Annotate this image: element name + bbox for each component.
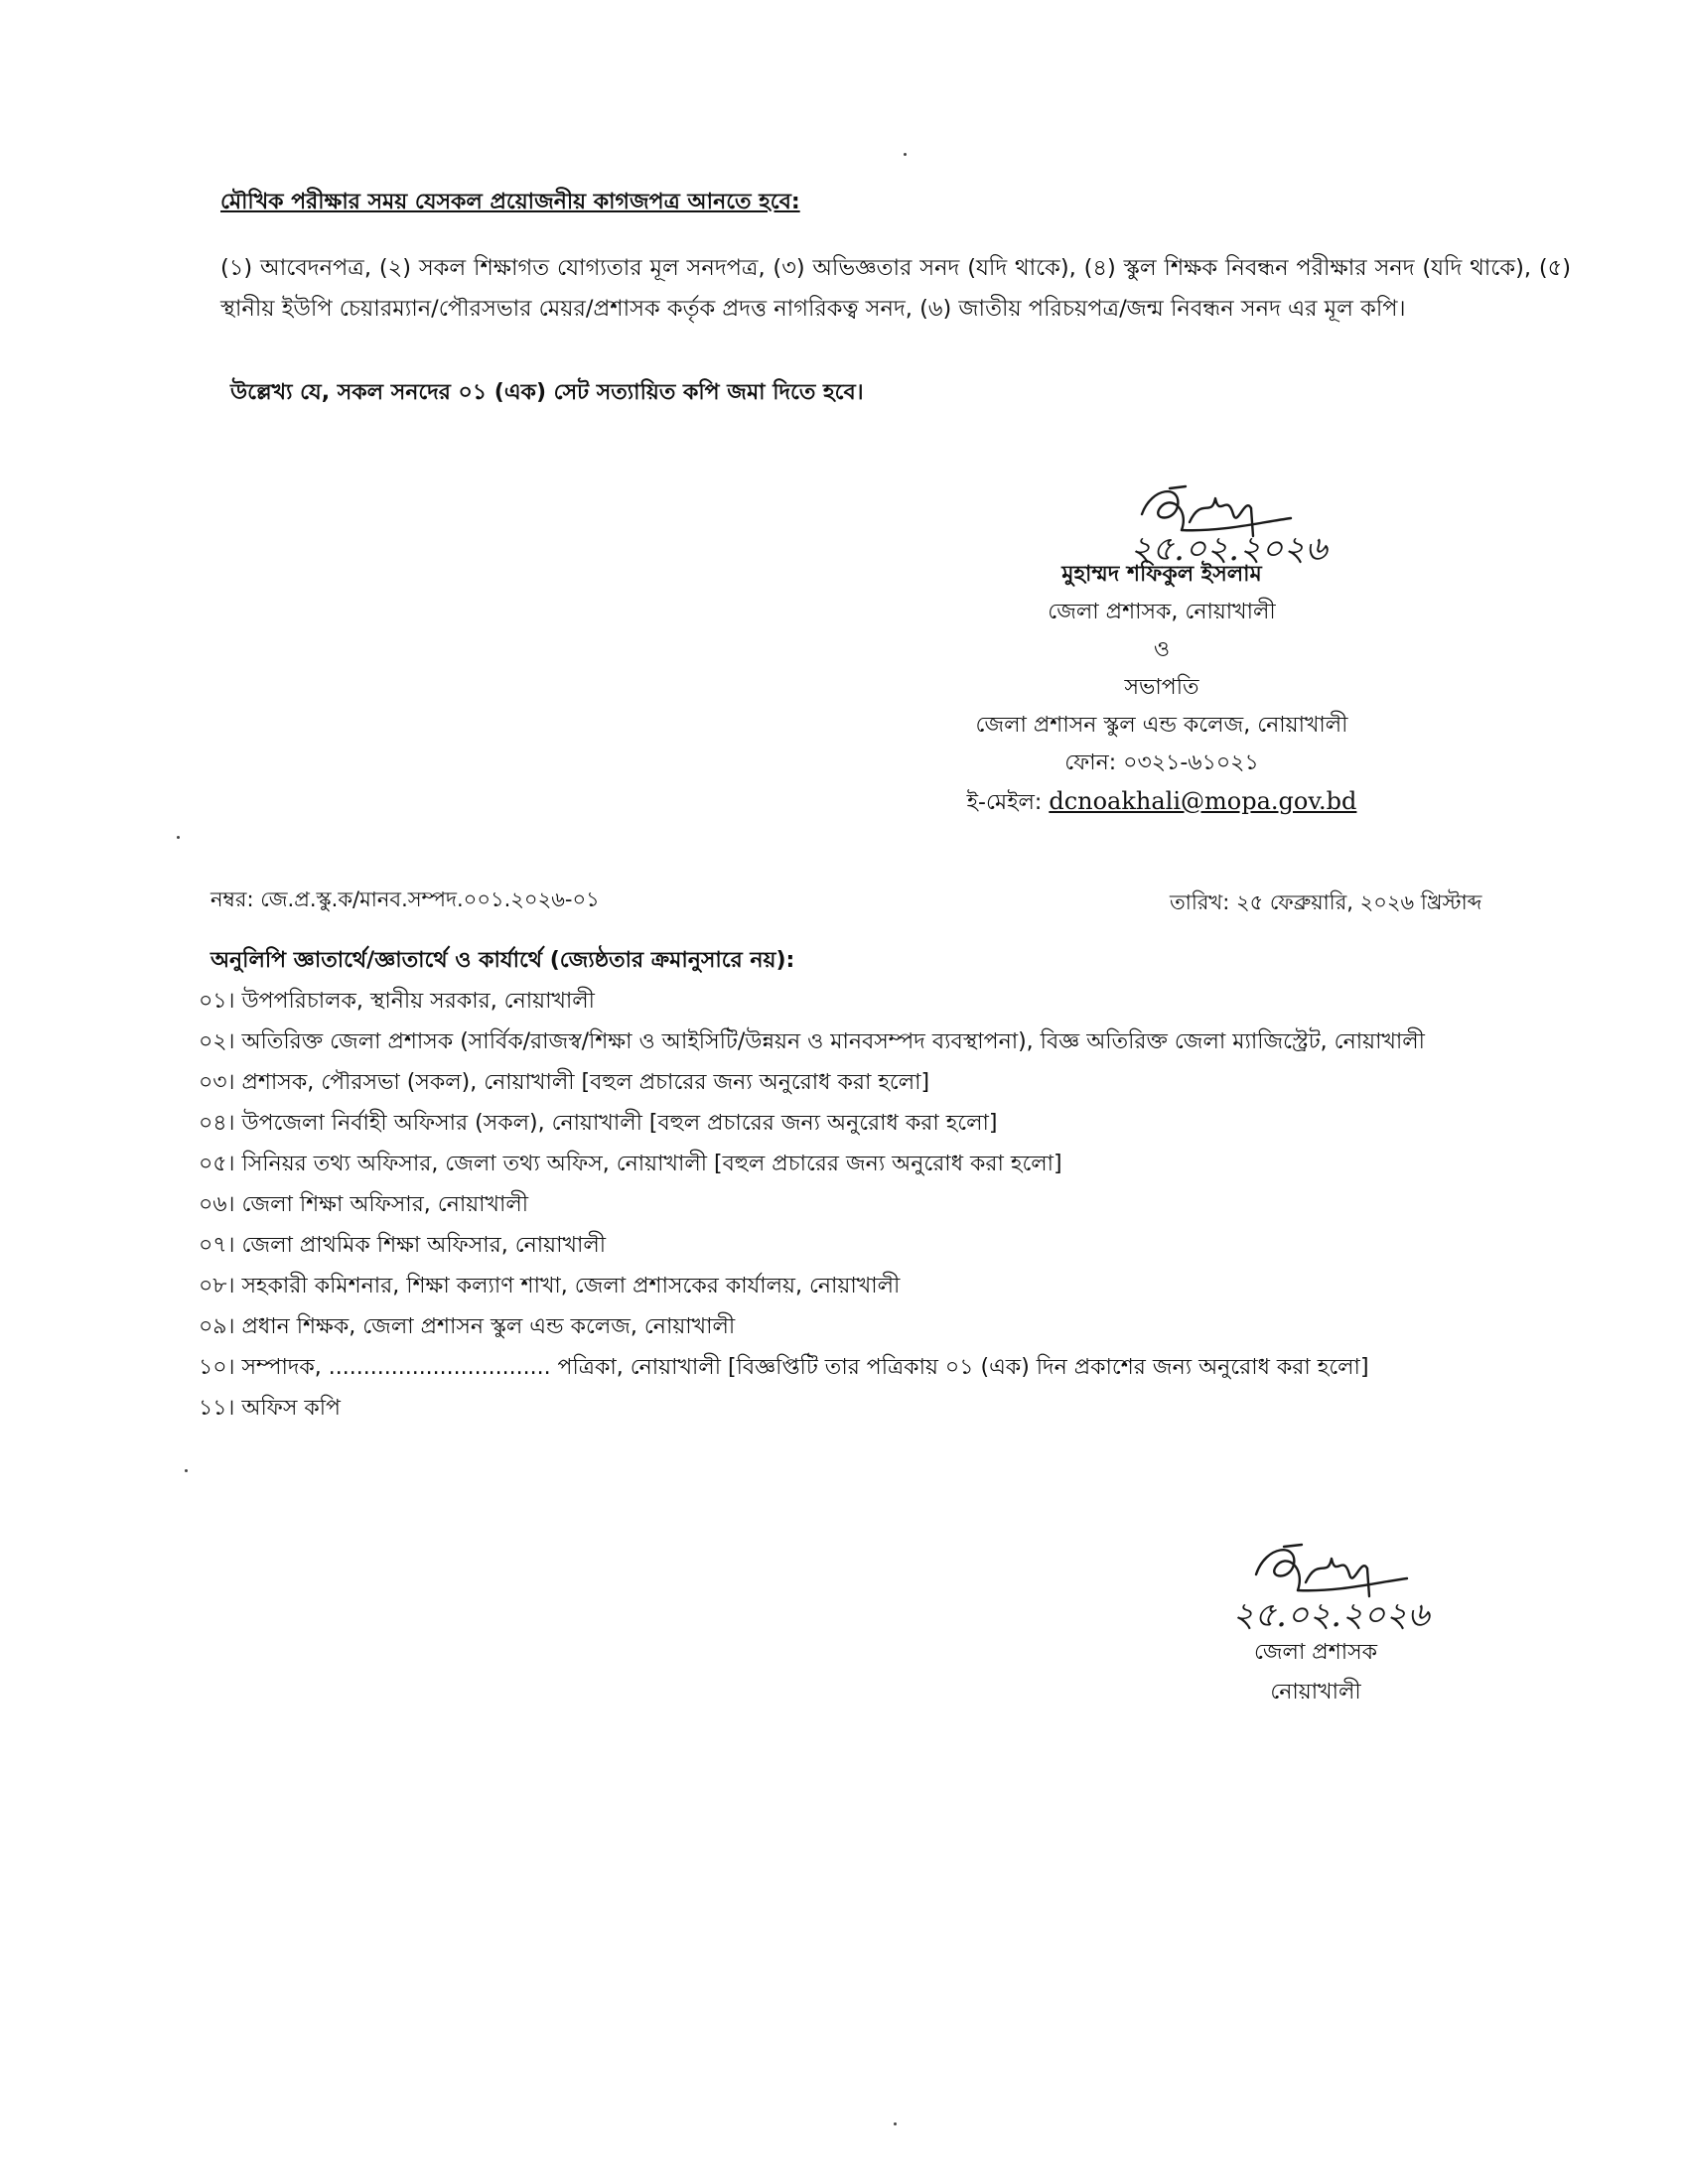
list-item: ০২। অতিরিক্ত জেলা প্রশাসক (সার্বিক/রাজস্ব/শিক্ষা ও আইসিটি/উন্নয়ন ও মানবসম্পদ ব্যবস্থাপনা), বিজ্ঞ অতিরিক্ত জেলা ম্যাজিস্ট্রেট, নোয়াখালী — [199, 1029, 1425, 1054]
signatory-name: মুহাম্মদ শফিকুল ইসলাম — [1061, 562, 1262, 587]
memo-number: নম্বর: জে.প্র.স্কু.ক/মানব.সম্পদ.০০১.২০২৬-০১ — [211, 887, 600, 911]
final-signatory-district: নোয়াখালী — [1270, 1680, 1361, 1705]
list-item: ০৬। জেলা শিক্ষা অফিসার, নোয়াখালী — [199, 1192, 529, 1217]
signature-date: ২৫.০২.২০২৬ — [1130, 529, 1328, 568]
requirements-note: উল্লেখ্য যে, সকল সনদের ০১ (এক) সেট সত্যায়িত কপি জমা দিতে হবে। — [230, 380, 864, 405]
email-link[interactable]: dcnoakhali@mopa.gov.bd — [1049, 787, 1357, 815]
signatory-designation: জেলা প্রশাসক, নোয়াখালী — [1048, 600, 1276, 624]
list-item: ০৪। উপজেলা নির্বাহী অফিসার (সকল), নোয়াখালী [বহুল প্রচারের জন্য অনুরোধ করা হলো] — [199, 1111, 998, 1136]
list-item: ০৭। জেলা প্রাথমিক শিক্ষা অফিসার, নোয়াখালী — [199, 1233, 607, 1258]
list-item: ১১। অফিস কপি — [199, 1396, 341, 1421]
list-item: ০১। উপপরিচালক, স্থানীয় সরকার, নোয়াখালী — [199, 989, 595, 1014]
scan-speck — [177, 836, 180, 839]
signature-date: ২৫.০২.২০২৬ — [1232, 1595, 1430, 1634]
signatory-block — [914, 556, 1410, 822]
requirements-body: (১) আবেদনপত্র, (২) সকল শিক্ষাগত যোগ্যতার মূল সনদপত্র, (৩) অভিজ্ঞতার সনদ (যদি থাকে), (৪) স্কুল শিক্ষক নিবন্ধন পরীক্ষার সনদ (যদি থাকে), (৫) স্থানীয় ইউপি চেয়ারম্যান/পৌরসভার মেয়র/প্রশাসক কর্তৃক প্রদত্ত নাগরিকত্ব সনদ, (৬) জাতীয় পরিচয়পত্র/জন্ম নিবন্ধন সনদ এর মূল কপি। — [220, 255, 1571, 322]
list-item: ০৫। সিনিয়র তথ্য অফিসার, জেলা তথ্য অফিস, নোয়াখালী [বহুল প্রচারের জন্য অনুরোধ করা হলো] — [199, 1152, 1062, 1176]
scan-speck — [904, 153, 907, 156]
copies-heading: অনুলিপি জ্ঞাতার্থে/জ্ঞাতার্থে ও কার্যার্থে (জ্যেষ্ঠতার ক্রমানুসারে নয়): — [211, 948, 795, 973]
signature-image — [1112, 478, 1470, 568]
email-label: ই-মেইল: — [966, 790, 1043, 815]
memo-date: তারিখ: ২৫ ফেব্রুয়ারি, ২০২৬ খ্রিস্টাব্দ — [1170, 890, 1482, 914]
signatory-phone-line — [914, 745, 1410, 782]
list-item: ০৯। প্রধান শিক্ষক, জেলা প্রশাসন স্কুল এন্ড কলেজ, নোয়াখালী — [199, 1314, 736, 1339]
signatory-conjunction: ও — [1153, 637, 1171, 662]
phone-label: ফোন: — [1064, 751, 1117, 775]
phone-value: ০৩২১-৬১০২১ — [1123, 751, 1259, 775]
list-item: ১০। সম্পাদক, ................................ পত্রিকা, নোয়াখালী [বিজ্ঞপ্তিটি তার পত্রিকায় ০১ (এক) দিন প্রকাশের জন্য অনুরোধ করা হলো] — [199, 1355, 1369, 1380]
requirements-heading: মৌখিক পরীক্ষার সময় যেসকল প্রয়োজনীয় কাগজপত্র আনতে হবে: — [220, 190, 800, 214]
list-item: ০৩। প্রশাসক, পৌরসভা (সকল), নোয়াখালী [বহুল প্রচারের জন্য অনুরোধ করা হলো] — [199, 1070, 930, 1095]
signatory-email-line — [914, 782, 1410, 822]
final-signatory-block — [1216, 1633, 1415, 1712]
scan-speck — [894, 2122, 897, 2125]
signatory-role: সভাপতি — [1124, 675, 1199, 700]
scan-speck — [185, 1469, 188, 1472]
list-item: ০৮। সহকারী কমিশনার, শিক্ষা কল্যাণ শাখা, জেলা প্রশাসকের কার্যালয়, নোয়াখালী — [199, 1274, 901, 1298]
signature-image — [1226, 1535, 1584, 1634]
copies-list — [199, 981, 1574, 1429]
signatory-institution: জেলা প্রশাসন স্কুল এন্ড কলেজ, নোয়াখালী — [975, 713, 1348, 738]
final-signatory-designation: জেলা প্রশাসক — [1253, 1640, 1378, 1665]
